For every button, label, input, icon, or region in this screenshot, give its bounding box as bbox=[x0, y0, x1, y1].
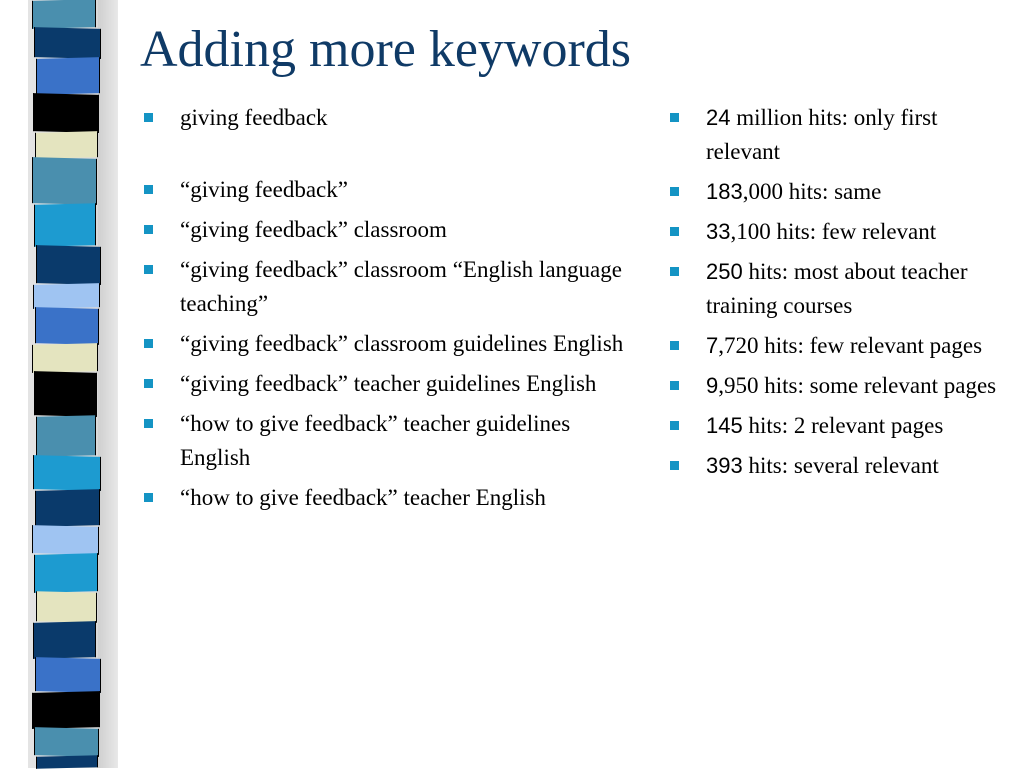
strip-segment bbox=[35, 657, 101, 693]
left-bullet-list bbox=[142, 101, 642, 521]
list-item: “how to give feedback” teacher guidelines English bbox=[142, 407, 642, 475]
strip-segment bbox=[32, 525, 99, 555]
bullet-square-icon bbox=[144, 185, 153, 194]
strip-segment bbox=[33, 621, 96, 659]
list-item: 393 hits: several relevant bbox=[668, 449, 1008, 483]
list-item: giving feedback bbox=[142, 101, 642, 135]
list-item: “giving feedback” classroom bbox=[142, 213, 642, 247]
strip-segment bbox=[36, 415, 96, 457]
bullet-square-icon bbox=[144, 113, 153, 122]
strip-segment bbox=[36, 57, 100, 95]
bullet-square-icon bbox=[670, 227, 679, 236]
bullet-square-icon bbox=[144, 265, 153, 274]
strip-segment bbox=[34, 371, 97, 417]
bullet-square-icon bbox=[670, 381, 679, 390]
list-item: 183,000 hits: same bbox=[668, 175, 1008, 209]
list-item: “giving feedback” bbox=[142, 173, 642, 207]
strip-shadow bbox=[98, 0, 118, 768]
bullet-square-icon bbox=[670, 461, 679, 470]
strip-segment bbox=[35, 307, 99, 345]
strip-segment bbox=[36, 245, 101, 285]
strip-segment bbox=[32, 157, 97, 205]
bullet-square-icon bbox=[144, 419, 153, 428]
strip-segment bbox=[32, 691, 100, 729]
list-item: “giving feedback” classroom “English language teaching” bbox=[142, 253, 642, 321]
strip-segment bbox=[33, 93, 99, 133]
strip-segment bbox=[35, 131, 98, 159]
strip-segment bbox=[35, 489, 100, 527]
right-bullet-list bbox=[668, 101, 1008, 489]
bullet-square-icon bbox=[144, 493, 153, 502]
list-item: 33,100 hits: few relevant bbox=[668, 215, 1008, 249]
list-item: 9,950 hits: some relevant pages bbox=[668, 369, 1008, 403]
bullet-square-icon bbox=[670, 267, 679, 276]
strip-segment bbox=[34, 727, 99, 757]
strip-segment bbox=[36, 591, 97, 623]
strip-segment bbox=[33, 283, 100, 309]
bullet-square-icon bbox=[144, 225, 153, 234]
bullet-square-icon bbox=[670, 187, 679, 196]
bullet-square-icon bbox=[144, 339, 153, 348]
list-item: 24 million hits: only first relevant bbox=[668, 101, 1008, 169]
list-item: “giving feedback” teacher guidelines English bbox=[142, 367, 642, 401]
list-item: “how to give feedback” teacher English bbox=[142, 481, 642, 515]
strip-segment bbox=[36, 755, 98, 769]
strip-segment bbox=[34, 27, 101, 59]
strip-segment bbox=[32, 343, 98, 373]
list-item: 250 hits: most about teacher training courses bbox=[668, 255, 1008, 323]
list-item: 7,720 hits: few relevant pages bbox=[668, 329, 1008, 363]
strip-segment bbox=[34, 553, 98, 593]
strip-segment bbox=[34, 203, 96, 247]
strip-segment bbox=[33, 455, 101, 491]
decorative-side-strip bbox=[0, 0, 118, 768]
slide-title: Adding more keywords bbox=[140, 21, 632, 78]
bullet-square-icon bbox=[670, 113, 679, 122]
bullet-square-icon bbox=[670, 421, 679, 430]
strip-segment bbox=[32, 0, 96, 29]
list-item: 145 hits: 2 relevant pages bbox=[668, 409, 1008, 443]
list-item: “giving feedback” classroom guidelines English bbox=[142, 327, 642, 361]
bullet-square-icon bbox=[670, 341, 679, 350]
bullet-square-icon bbox=[144, 379, 153, 388]
